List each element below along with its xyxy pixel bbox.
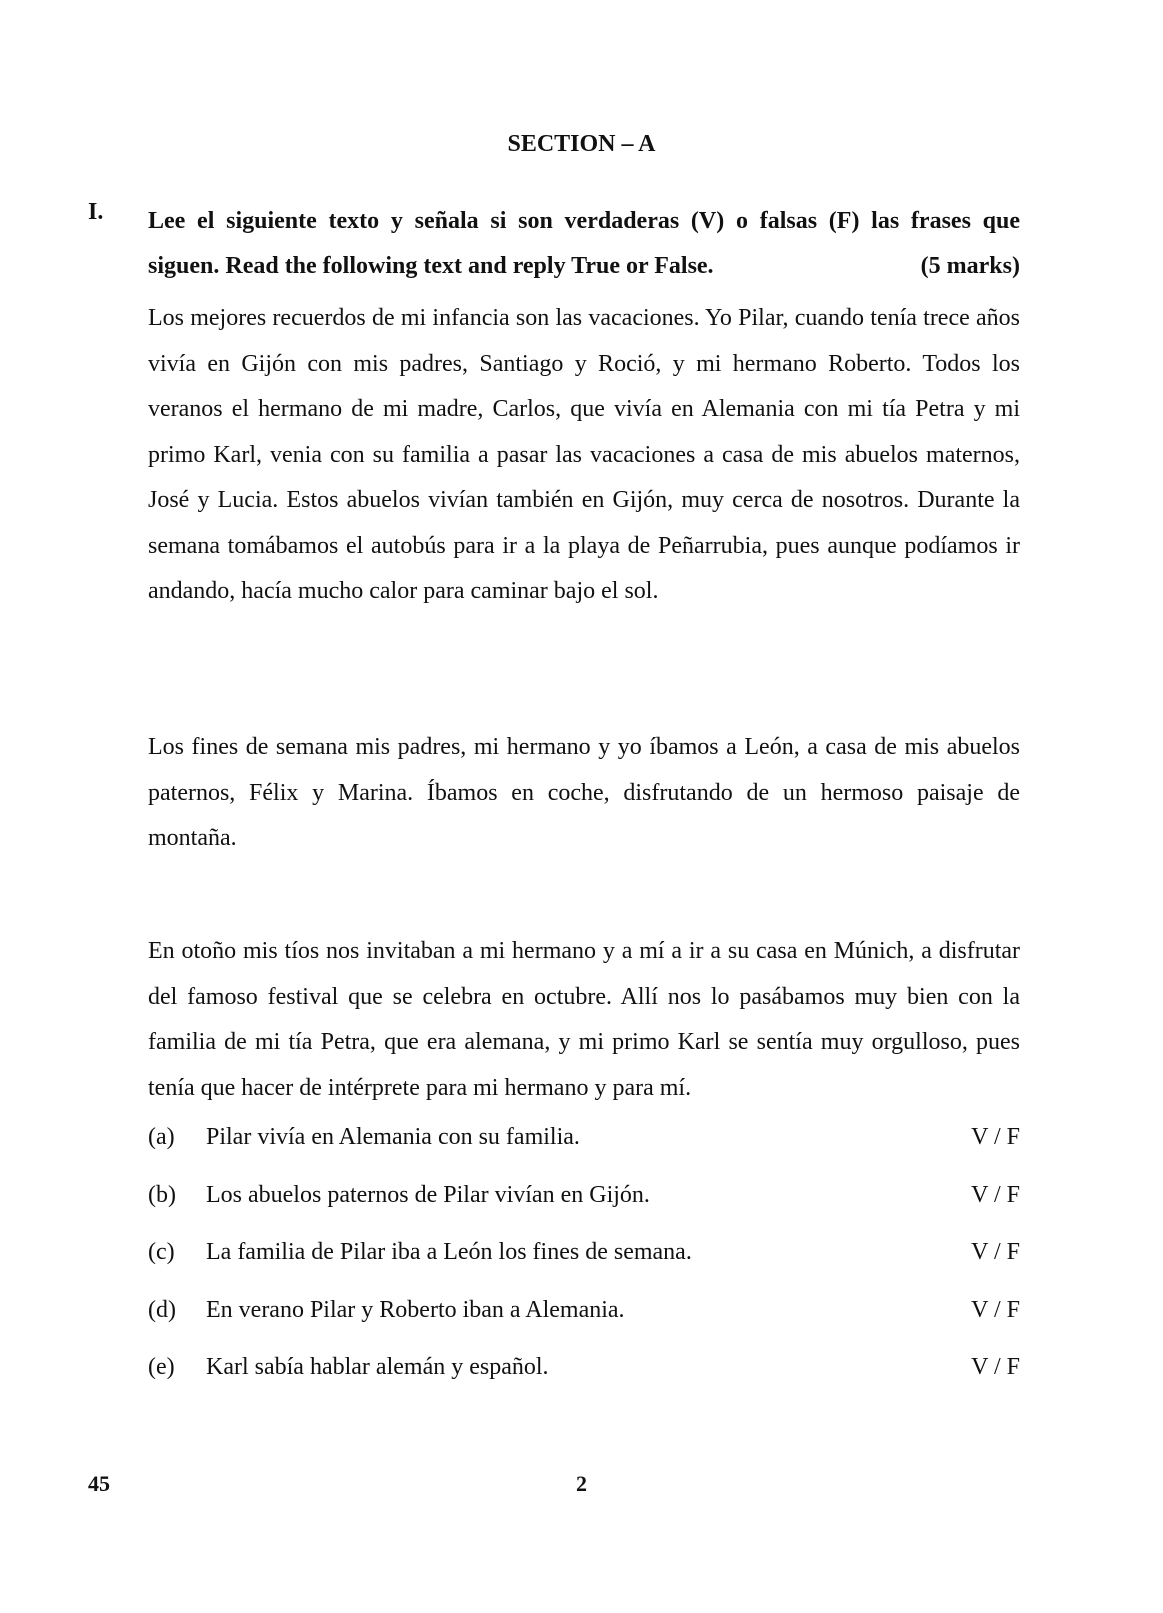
passage-paragraph-2: Los fines de semana mis padres, mi hermano y yo íbamos a León, a casa de mis abuelos paternos, Félix y Marina. Íbamos en coche, disfrutando de un hermoso paisaje de montaña. [148,734,1020,851]
item-statement: Karl sabía hablar alemán y español. [206,1354,549,1380]
question-number: I. [88,199,104,225]
passage-paragraph-1: Los mejores recuerdos de mi infancia son las vacaciones. Yo Pilar, cuando tenía trece años vivía en Gijón con mis padres, Santiago y Roció, y mi hermano Roberto. Todos los veranos el hermano de mi madre, Carlos, que vivía en Alemania con mi tía Petra y mi primo Karl, venia con su familia a pasar las vacaciones a casa de mis abuelos maternos, José y Lucia. Estos abuelos vivían también en Gijón, muy cerca de nosotros. Durante la semana tomábamos el autobús para ir a la playa de Peñarrubia, pues aunque podíamos ir andando, hacía mucho calor para caminar bajo el sol. [148,305,1020,604]
list-item [148,1297,1020,1355]
item-true-false-choice: V / F [971,1354,1020,1380]
section-heading: SECTION – A [507,131,656,157]
item-label: (b) [148,1181,176,1208]
item-true-false-choice: V / F [971,1181,1020,1208]
item-true-false-choice: V / F [971,1239,1020,1265]
passage-paragraph-3: En otoño mis tíos nos invitaban a mi hermano y a mí a ir a su casa en Múnich, a disfrutar del famoso festival que se celebra en octubre. Allí nos lo pasábamos muy bien con la familia de mi tía Petra, que era alemana, y mi primo Karl se sentía muy orgulloso, pues tenía que hacer de intérprete para mi hermano y para mí. [148,938,1020,1101]
item-label: (c) [148,1239,175,1265]
item-statement: En verano Pilar y Roberto iban a Alemania. [206,1296,625,1323]
instruction-line-1: Lee el siguiente texto y señala si son verdaderas (V) o falsas (F) las frases que [148,208,1020,234]
marks-label: (5 marks) [920,253,1020,279]
list-item [148,1239,1020,1297]
true-false-items [148,1124,1020,1412]
item-true-false-choice: V / F [971,1124,1020,1150]
item-label: (e) [148,1354,175,1380]
item-statement: Pilar vivía en Alemania con su familia. [206,1124,580,1150]
list-item [148,1182,1020,1240]
instruction-line-2-text: siguen. Read the following text and reply True or False. [148,253,714,279]
paper-code: 45 [88,1471,110,1496]
item-statement: Los abuelos paternos de Pilar vivían en Gijón. [206,1181,650,1208]
list-item [148,1354,1020,1412]
item-statement: La familia de Pilar iba a León los fines de semana. [206,1239,692,1265]
item-label: (a) [148,1124,175,1150]
list-item [148,1124,1020,1182]
page-number: 2 [576,1471,587,1496]
question-instruction [148,199,1020,289]
instruction-line-2 [148,244,1020,289]
item-label: (d) [148,1296,176,1323]
item-true-false-choice: V / F [971,1296,1020,1323]
